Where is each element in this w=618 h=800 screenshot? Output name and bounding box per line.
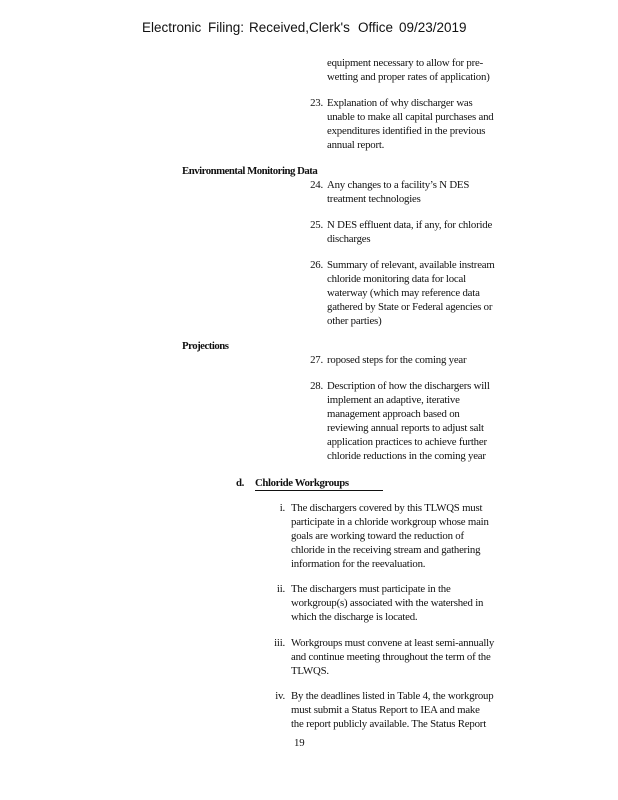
subsection-letter: d.: [236, 477, 244, 489]
header-date: 09/23/2019: [399, 20, 467, 35]
header-word-office: Office: [358, 20, 394, 35]
sub-item-text: The dischargers covered by this TLWQS must participate in a chloride workgroup whose main goals are working toward the reduction of chloride in the receiving stream and gathering information for the reevaluation.: [291, 502, 489, 570]
header-word-received: Received,Clerk's: [249, 20, 350, 35]
sub-item-text: By the deadlines listed in Table 4, the workgroup must submit a Status Report to IEA and make the report publicly available. The Status Report: [291, 690, 494, 730]
page-number: 19: [294, 737, 305, 749]
header-word-electronic: Electronic: [142, 20, 202, 35]
item-text: Summary of relevant, available instream chloride monitoring data for local waterway (which may reference data gathered by State or Federal agencies or other parties): [327, 259, 495, 327]
item-number: 27.: [310, 354, 323, 366]
item-number: 23.: [310, 97, 323, 109]
section-heading-environmental-monitoring: Environmental Monitoring Data: [182, 165, 318, 177]
sub-item-text: Workgroups must convene at least semi-annually and continue meeting throughout the term of the TLWQS.: [291, 637, 495, 677]
sub-item-number: iii.: [274, 637, 285, 649]
header-word-filing: Filing:: [208, 20, 245, 35]
item-text: roposed steps for the coming year: [327, 354, 467, 366]
sub-item-number: i.: [279, 502, 285, 514]
sub-item-number: ii.: [276, 583, 285, 595]
item-number: 28.: [310, 380, 323, 392]
continued-text: equipment necessary to allow for pre- wetting and proper rates of application): [327, 57, 490, 83]
sub-item-number: iv.: [275, 690, 285, 702]
item-text: Any changes to a facility’s N DES treatment technologies: [327, 179, 470, 205]
item-number: 25.: [310, 219, 323, 231]
section-heading-projections: Projections: [182, 340, 229, 352]
sub-item-text: The dischargers must participate in the workgroup(s) associated with the watershed in which the discharge is located.: [291, 583, 484, 623]
subsection-title: Chloride Workgroups: [255, 476, 383, 491]
item-text: Explanation of why discharger was unable to make all capital purchases and expenditures identified in the previous annual report.: [327, 97, 494, 151]
subsection-heading-chloride-workgroups: [236, 476, 383, 491]
item-text: Description of how the dischargers will implement an adaptive, iterative management approach based on reviewing annual reports to adjust salt application practices to achieve further chloride reductions in the coming year: [327, 380, 490, 462]
item-text: N DES effluent data, if any, for chloride discharges: [327, 219, 493, 245]
item-number: 24.: [310, 179, 323, 191]
item-number: 26.: [310, 259, 323, 271]
